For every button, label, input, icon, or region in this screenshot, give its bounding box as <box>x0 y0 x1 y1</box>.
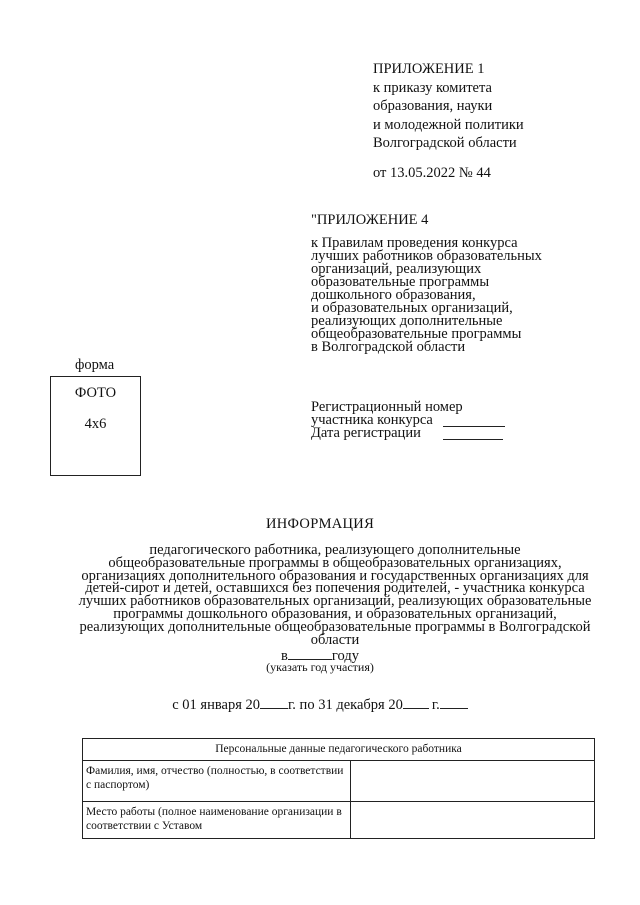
annex4-line: лучших работников образовательных <box>311 248 542 264</box>
form-label: форма <box>75 357 115 373</box>
annex4-line: общеобразовательные программы <box>311 326 522 342</box>
period-suffix: г. <box>431 697 440 713</box>
period-end-text: г. по 31 декабря 20 <box>288 697 403 713</box>
annex4-line: к Правилам проведения конкурса <box>311 235 518 251</box>
period-suffix-field[interactable] <box>440 697 468 709</box>
info-line: организациях дополнительного образования и государственных организациях для <box>81 567 589 584</box>
info-line: программы дошкольного образования, и образовательных организаций, <box>113 605 557 622</box>
info-line: детей-сирот и детей, оставшихся без попечения родителей, - участника конкурса <box>85 580 585 597</box>
info-description <box>60 544 610 646</box>
info-line: педагогического работника, реализующего дополнительные <box>149 542 521 558</box>
photo-title: ФОТО <box>74 385 117 401</box>
annex4-description <box>311 237 561 354</box>
info-title: ИНФОРМАЦИЯ <box>265 516 375 532</box>
period-end-year-field[interactable] <box>403 697 429 709</box>
info-line: лучших работников образовательных организаций, реализующих образовательные <box>78 593 592 610</box>
year-hint: (указать год участия) <box>266 660 374 674</box>
year-prefix: в <box>281 648 288 664</box>
table-row <box>83 761 595 802</box>
annex4-line: организаций, реализующих <box>311 261 482 277</box>
annex4-line: и образовательных организаций, <box>311 300 513 316</box>
personal-data-table <box>82 738 595 839</box>
table-row <box>83 802 595 839</box>
registration-date-label: Дата регистрации <box>311 425 421 441</box>
contestant-label: участника конкурса <box>311 412 433 428</box>
row-label: Фамилия, имя, отчество (полностью, в соответствии с паспортом) <box>83 761 351 802</box>
registration-date-field[interactable] <box>443 427 503 440</box>
order-annex-line: и молодежной политики <box>373 116 524 133</box>
period-start-year-field[interactable] <box>260 697 288 709</box>
annex4-line: в Волгоградской области <box>311 339 466 355</box>
order-annex-line: ПРИЛОЖЕНИЕ 1 <box>373 61 485 77</box>
registration-block <box>311 401 505 440</box>
info-line: реализующих дополнительные общеобразовательные программы в Волгоградской <box>79 618 591 635</box>
period-start-text: с 01 января 20 <box>172 697 260 713</box>
order-annex-header <box>373 60 573 153</box>
year-suffix: году <box>331 648 359 664</box>
order-annex-line: к приказу комитета <box>373 79 492 96</box>
photo-box[interactable] <box>50 376 141 476</box>
order-annex-line: образования, науки <box>373 98 493 114</box>
year-field[interactable] <box>288 648 332 660</box>
registration-number-label: Регистрационный номер <box>311 399 463 415</box>
order-date: от 13.05.2022 № 44 <box>373 165 491 181</box>
info-line: области <box>310 631 360 648</box>
photo-size: 4x6 <box>84 416 107 432</box>
table-header-row <box>83 739 595 761</box>
row-value-cell[interactable] <box>351 761 595 802</box>
row-label: Место работы (полное наименование организации в соответствии с Уставом <box>83 802 351 839</box>
annex4-line: образовательные программы <box>311 274 490 290</box>
registration-number-field[interactable] <box>443 414 505 427</box>
annex4-line: реализующих дополнительные <box>311 313 503 329</box>
annex4-title: "ПРИЛОЖЕНИЕ 4 <box>311 212 429 228</box>
info-line: общеобразовательные программы в общеобразовательных организациях, <box>108 554 562 571</box>
order-annex-line: Волгоградской области <box>373 135 517 151</box>
period-row <box>0 697 640 714</box>
annex4-line: дошкольного образования, <box>311 287 476 303</box>
table-header: Персональные данные педагогического работника <box>83 739 595 761</box>
row-value-cell[interactable] <box>351 802 595 839</box>
